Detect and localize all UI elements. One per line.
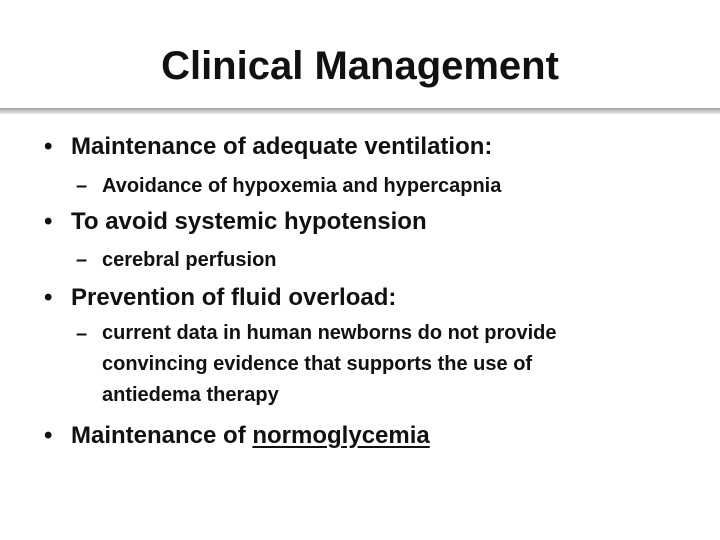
- sub-item-cerebral-perfusion: [76, 247, 277, 273]
- bullet-text: Prevention of fluid overload:: [71, 284, 397, 311]
- sub-marker: –: [76, 323, 88, 345]
- bullet-item-hypotension: [44, 207, 427, 237]
- sub-text-line: convincing evidence that supports the use of: [102, 353, 533, 375]
- sub-marker: –: [76, 249, 88, 271]
- bullet-text: Maintenance of: [71, 422, 253, 449]
- sub-text: cerebral perfusion: [102, 249, 277, 271]
- bullet-text: Maintenance of adequate ventilation:: [71, 133, 493, 160]
- sub-text-line: current data in human newborns do not provide: [102, 322, 557, 344]
- bullet-text: To avoid systemic hypotension: [71, 208, 427, 235]
- bullet-marker: •: [44, 133, 53, 160]
- slide-title: Clinical Management: [161, 44, 559, 88]
- sub-text-block-antiedema: [102, 318, 556, 411]
- bullet-marker: •: [44, 422, 53, 449]
- bullet-marker: •: [44, 208, 53, 235]
- sub-marker: –: [76, 175, 88, 197]
- sub-text: Avoidance of hypoxemia and hypercapnia: [102, 175, 502, 197]
- title-divider: [0, 108, 720, 114]
- bullet-item-ventilation: [44, 132, 492, 162]
- sub-text-line: antiedema therapy: [102, 384, 279, 406]
- bullet-item-normoglycemia: [44, 421, 430, 451]
- sub-item-hypoxemia: [76, 173, 501, 199]
- bullet-text-underlined: normoglycemia: [252, 422, 430, 449]
- bullet-marker: •: [44, 284, 53, 311]
- sub-item-current-data: [76, 321, 102, 347]
- bullet-item-fluid-overload: [44, 283, 396, 313]
